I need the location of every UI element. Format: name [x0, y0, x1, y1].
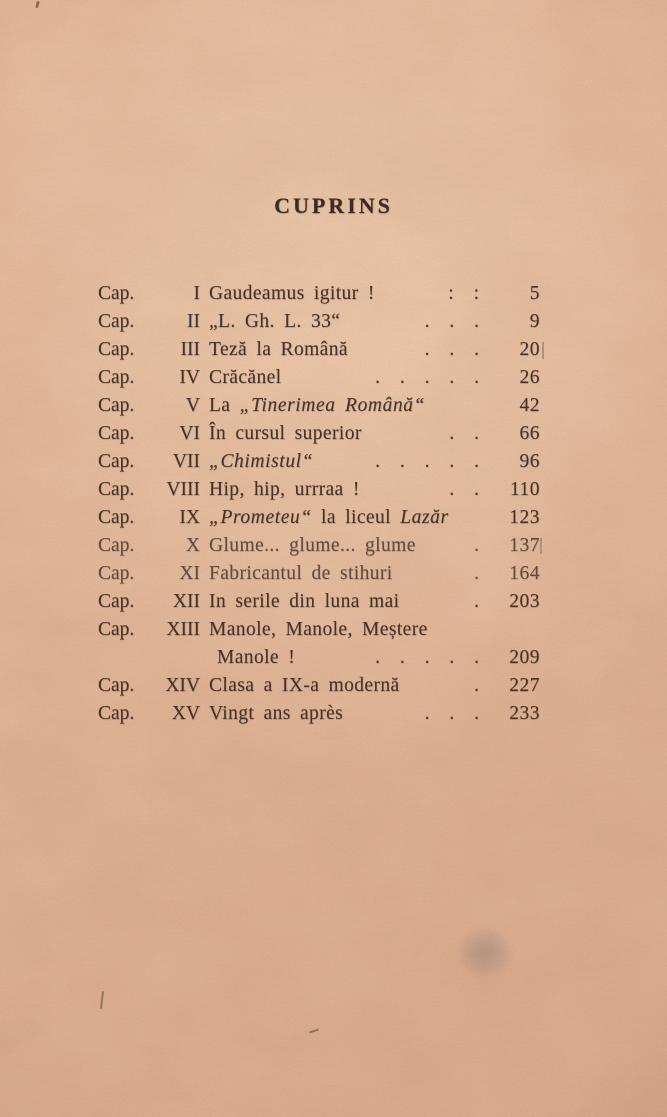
chapter-numeral: XI: [179, 563, 200, 584]
toc-entry: [98, 448, 540, 476]
toc-entry: [98, 364, 540, 392]
chapter-label: Cap.: [98, 675, 135, 696]
chapter-title: Vingt ans après: [209, 703, 344, 724]
chapter-title: Gaudeamus igitur !: [209, 283, 375, 304]
chapter-title: Manole, Manole, Meștere: [209, 619, 428, 640]
chapter-title: „L. Gh. L. 33“: [209, 311, 341, 332]
chapter-title: În cursul superior: [209, 423, 362, 444]
toc-entry: [98, 672, 540, 700]
page-number: 5: [529, 283, 540, 304]
chapter-label: Cap.: [98, 283, 135, 304]
chapter-numeral: I: [193, 283, 200, 304]
paper-speck: [309, 1029, 319, 1034]
chapter-numeral: VI: [179, 423, 200, 444]
leader-dots: . . . . .: [375, 451, 480, 472]
page-number: 9: [529, 311, 540, 332]
paper-speck: [35, 1, 40, 9]
chapter-title: Teză la Română: [209, 339, 348, 360]
toc-entry: [98, 392, 540, 420]
leader-dots: : :: [448, 283, 480, 304]
chapter-label: Cap.: [98, 619, 135, 640]
toc-entry: [98, 336, 540, 364]
toc-entry: [98, 504, 540, 532]
chapter-title: La „Tinerimea Română“: [209, 395, 426, 416]
chapter-numeral: II: [187, 311, 200, 332]
toc-entry: [98, 280, 540, 308]
toc-entry: [98, 476, 540, 504]
print-scratch: [540, 538, 542, 554]
chapter-label: Cap.: [98, 535, 135, 556]
chapter-label: Cap.: [98, 367, 135, 388]
chapter-title: Manole !: [217, 647, 296, 668]
page-number: 137: [509, 535, 540, 556]
chapter-label: Cap.: [98, 563, 135, 584]
page-number: 123: [509, 507, 540, 528]
chapter-numeral: X: [185, 535, 200, 556]
chapter-label: Cap.: [98, 451, 135, 472]
leader-dots: . . .: [424, 703, 480, 724]
leader-dots: . . .: [424, 339, 480, 360]
page-number: 66: [519, 423, 540, 444]
toc-entry: [98, 532, 540, 560]
chapter-title: In serile din luna mai: [209, 591, 400, 612]
chapter-title: „Chimistul“: [209, 451, 314, 472]
page-number: 164: [509, 563, 540, 584]
leader-dots: . .: [449, 479, 480, 500]
chapter-numeral: XIII: [166, 619, 200, 640]
page-number: 20: [519, 339, 540, 360]
toc-entry: [98, 588, 540, 616]
chapter-numeral: IV: [179, 367, 200, 388]
chapter-label: Cap.: [98, 507, 135, 528]
page-number: 233: [509, 703, 540, 724]
table-of-contents: [98, 280, 540, 728]
leader-dots: .: [474, 675, 480, 696]
chapter-label: Cap.: [98, 311, 135, 332]
chapter-numeral: V: [185, 395, 200, 416]
chapter-label: Cap.: [98, 479, 135, 500]
page-number: 209: [509, 647, 540, 668]
leader-dots: . . .: [424, 311, 480, 332]
ink-smudge: [449, 918, 521, 986]
chapter-numeral: XV: [171, 703, 200, 724]
leader-dots: . . . . .: [375, 647, 480, 668]
print-scratch: [542, 342, 544, 359]
toc-entry-continuation: [98, 644, 540, 672]
toc-entry: [98, 420, 540, 448]
page-number: 110: [509, 479, 540, 500]
chapter-label: Cap.: [98, 703, 135, 724]
chapter-label: Cap.: [98, 395, 135, 416]
page-number: 96: [519, 451, 540, 472]
chapter-numeral: VII: [172, 451, 200, 472]
chapter-label: Cap.: [98, 423, 135, 444]
chapter-title: Fabricantul de stihuri: [209, 563, 393, 584]
page-number: 42: [519, 395, 540, 416]
page-number: 227: [509, 675, 540, 696]
chapter-numeral: XIV: [165, 675, 200, 696]
leader-dots: .: [474, 535, 480, 556]
chapter-numeral: IX: [179, 507, 200, 528]
page-number: 26: [519, 367, 540, 388]
pen-mark: [100, 991, 104, 1009]
leader-dots: .: [474, 591, 480, 612]
leader-dots: .: [474, 563, 480, 584]
toc-entry: [98, 560, 540, 588]
toc-entry: [98, 700, 540, 728]
leader-dots: . .: [449, 423, 480, 444]
toc-entry: [98, 616, 540, 644]
toc-entry: [98, 308, 540, 336]
chapter-title: Hip, hip, urrraa !: [209, 479, 360, 500]
chapter-title: Crăcănel: [209, 367, 282, 388]
chapter-numeral: III: [180, 339, 200, 360]
chapter-label: Cap.: [98, 339, 135, 360]
page-title: CUPRINS: [274, 193, 393, 218]
page-number: 203: [509, 591, 540, 612]
chapter-numeral: VIII: [166, 479, 200, 500]
chapter-title: Glume... glume... glume: [209, 535, 416, 556]
chapter-title: „Prometeu“ la liceul Lazăr: [209, 507, 449, 528]
chapter-numeral: XII: [172, 591, 200, 612]
chapter-label: Cap.: [98, 591, 135, 612]
leader-dots: . . . . .: [375, 367, 480, 388]
chapter-title: Clasa a IX-a modernă: [209, 675, 400, 696]
